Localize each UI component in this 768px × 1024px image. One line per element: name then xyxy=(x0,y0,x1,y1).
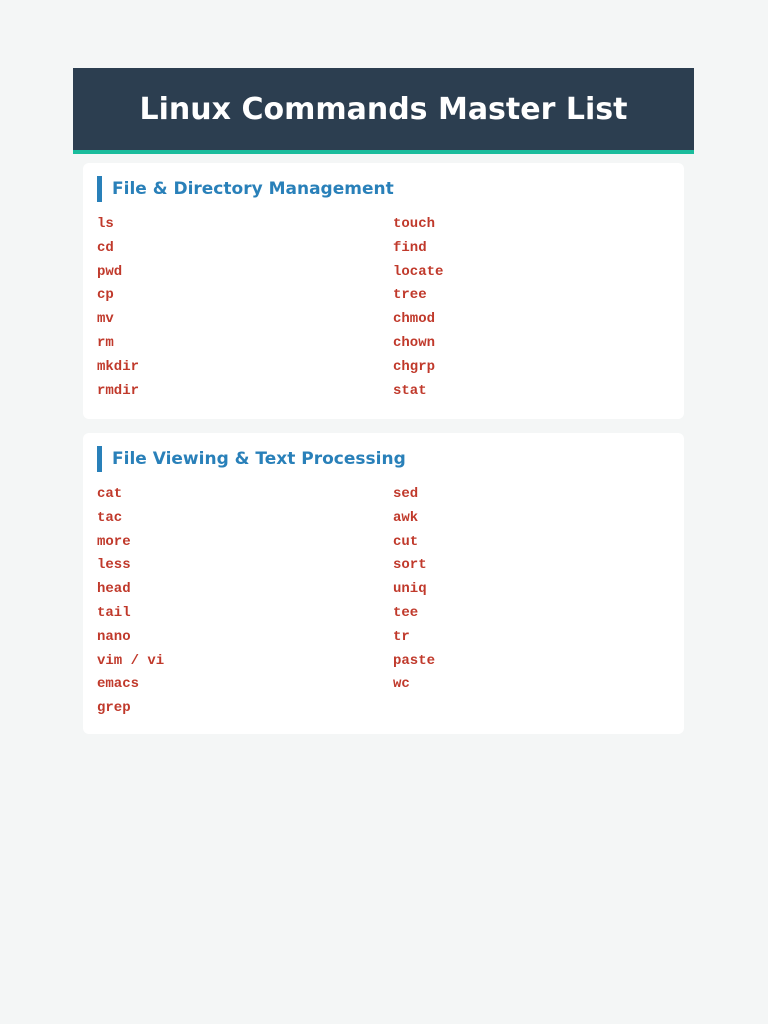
section-title: File & Directory Management xyxy=(97,176,394,202)
command-item: chgrp xyxy=(393,358,436,375)
command-item: rm xyxy=(97,334,114,351)
command-item: wc xyxy=(393,676,410,693)
command-item: mkdir xyxy=(97,358,140,375)
command-item: tree xyxy=(393,287,427,304)
command-item: grep xyxy=(97,700,131,717)
command-item: tr xyxy=(393,628,410,645)
command-item: locate xyxy=(393,263,444,280)
command-item: mv xyxy=(97,311,114,328)
command-item: cut xyxy=(393,533,419,550)
command-item: paste xyxy=(393,652,436,669)
command-list xyxy=(97,213,677,403)
command-item: vim / vi xyxy=(97,652,165,669)
page-header xyxy=(73,68,694,154)
command-item: tail xyxy=(97,604,131,621)
command-item: touch xyxy=(393,216,436,232)
section-title: File Viewing & Text Processing xyxy=(97,446,406,472)
command-item: sort xyxy=(393,557,427,574)
command-item: awk xyxy=(393,509,419,526)
command-item: pwd xyxy=(97,263,123,280)
command-item: nano xyxy=(97,628,131,645)
command-item: ls xyxy=(97,216,114,232)
command-item: uniq xyxy=(393,581,427,598)
command-item: cd xyxy=(97,239,114,256)
section-card-file-viewing-text-processing xyxy=(83,433,684,734)
command-item: cp xyxy=(97,287,114,304)
command-item: rmdir xyxy=(97,382,140,399)
command-item: less xyxy=(97,557,131,574)
command-item: cat xyxy=(97,486,123,502)
command-item: sed xyxy=(393,486,419,502)
command-item: chown xyxy=(393,334,436,351)
command-item: more xyxy=(97,533,131,550)
command-list xyxy=(97,483,677,721)
command-item: stat xyxy=(393,382,427,399)
command-item: tac xyxy=(97,509,123,526)
page-title: Linux Commands Master List xyxy=(139,91,628,127)
section-card-file-directory-management xyxy=(83,163,684,419)
command-item: emacs xyxy=(97,676,140,693)
command-item: tee xyxy=(393,604,419,621)
command-item: chmod xyxy=(393,311,436,328)
command-item: head xyxy=(97,581,131,598)
command-item: find xyxy=(393,239,427,256)
